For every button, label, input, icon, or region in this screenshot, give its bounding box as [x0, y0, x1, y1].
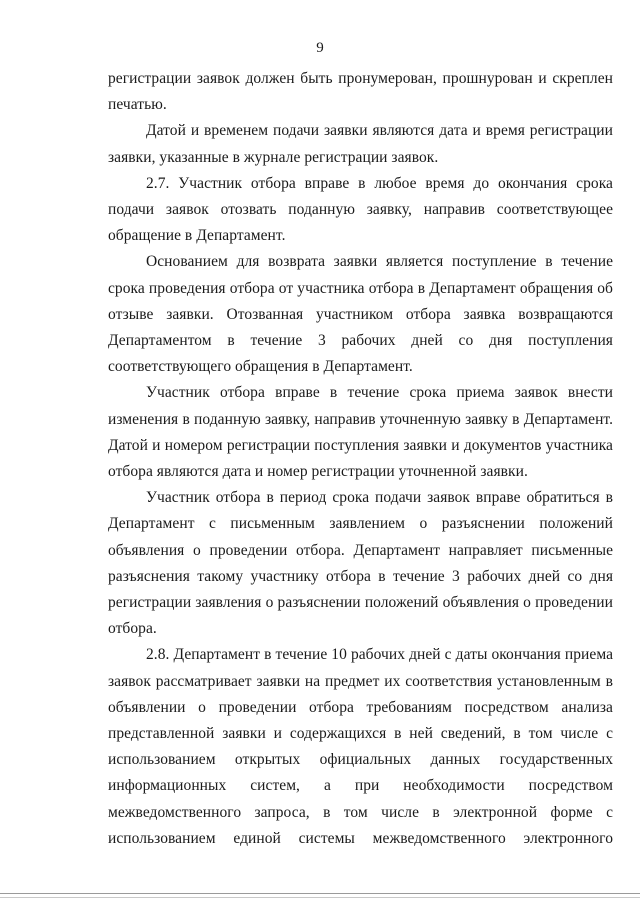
paragraph-2: Датой и временем подачи заявки являются дата и время регистрации заявки, указанные в журнале регистрации заявок. — [108, 122, 613, 166]
paragraph-4: Основанием для возврата заявки является поступление в течение срока проведения отбора от участника отбора в Департамент обращения об отзыве заявки. Отозванная участником отбора заявка возвращаются Департаментом в течение 3 рабочих дней со дня поступления соответствующего обращения в Департамент. — [108, 253, 613, 376]
paragraph-1: регистрации заявок должен быть пронумерован, прошнурован и скреплен печатью. — [108, 70, 613, 114]
paragraph-7: 2.8. Департамент в течение 10 рабочих дней с даты окончания приема заявок рассматривает заявки на предмет их соответствия установленным в объявлении о проведении отбора требованиям посредством анализа представленной заявки и содержащихся в ней сведений, в том числе с использованием открытых официальных данных государственных информационных систем, а при необходимости посредством межведомственного запроса, в том числе в электронной форме с использованием единой системы межведомственного электронного — [108, 646, 613, 847]
page-edge-line-secondary — [0, 897, 640, 898]
page-number: 9 — [316, 40, 324, 56]
document-body — [108, 66, 613, 852]
page-edge-line — [0, 893, 640, 894]
paragraph-5: Участник отбора вправе в течение срока приема заявок внести изменения в поданную заявку, направив уточненную заявку в Департамент. Датой и номером регистрации поступления заявки и документов участника отбора являются дата и номер регистрации уточненной заявки. — [108, 384, 613, 481]
paragraph-6: Участник отбора в период срока подачи заявок вправе обратиться в Департамент с письменным заявлением о разъяснении положений объявления о проведении отбора. Департамент направляет письменные разъяснения такому участнику отбора в течение 3 рабочих дней со дня регистрации заявления о разъяснении положений объявления о проведении отбора. — [108, 489, 613, 638]
paragraph-3: 2.7. Участник отбора вправе в любое время до окончания срока подачи заявок отозвать поданную заявку, направив соответствующее обращение в Департамент. — [108, 174, 613, 245]
